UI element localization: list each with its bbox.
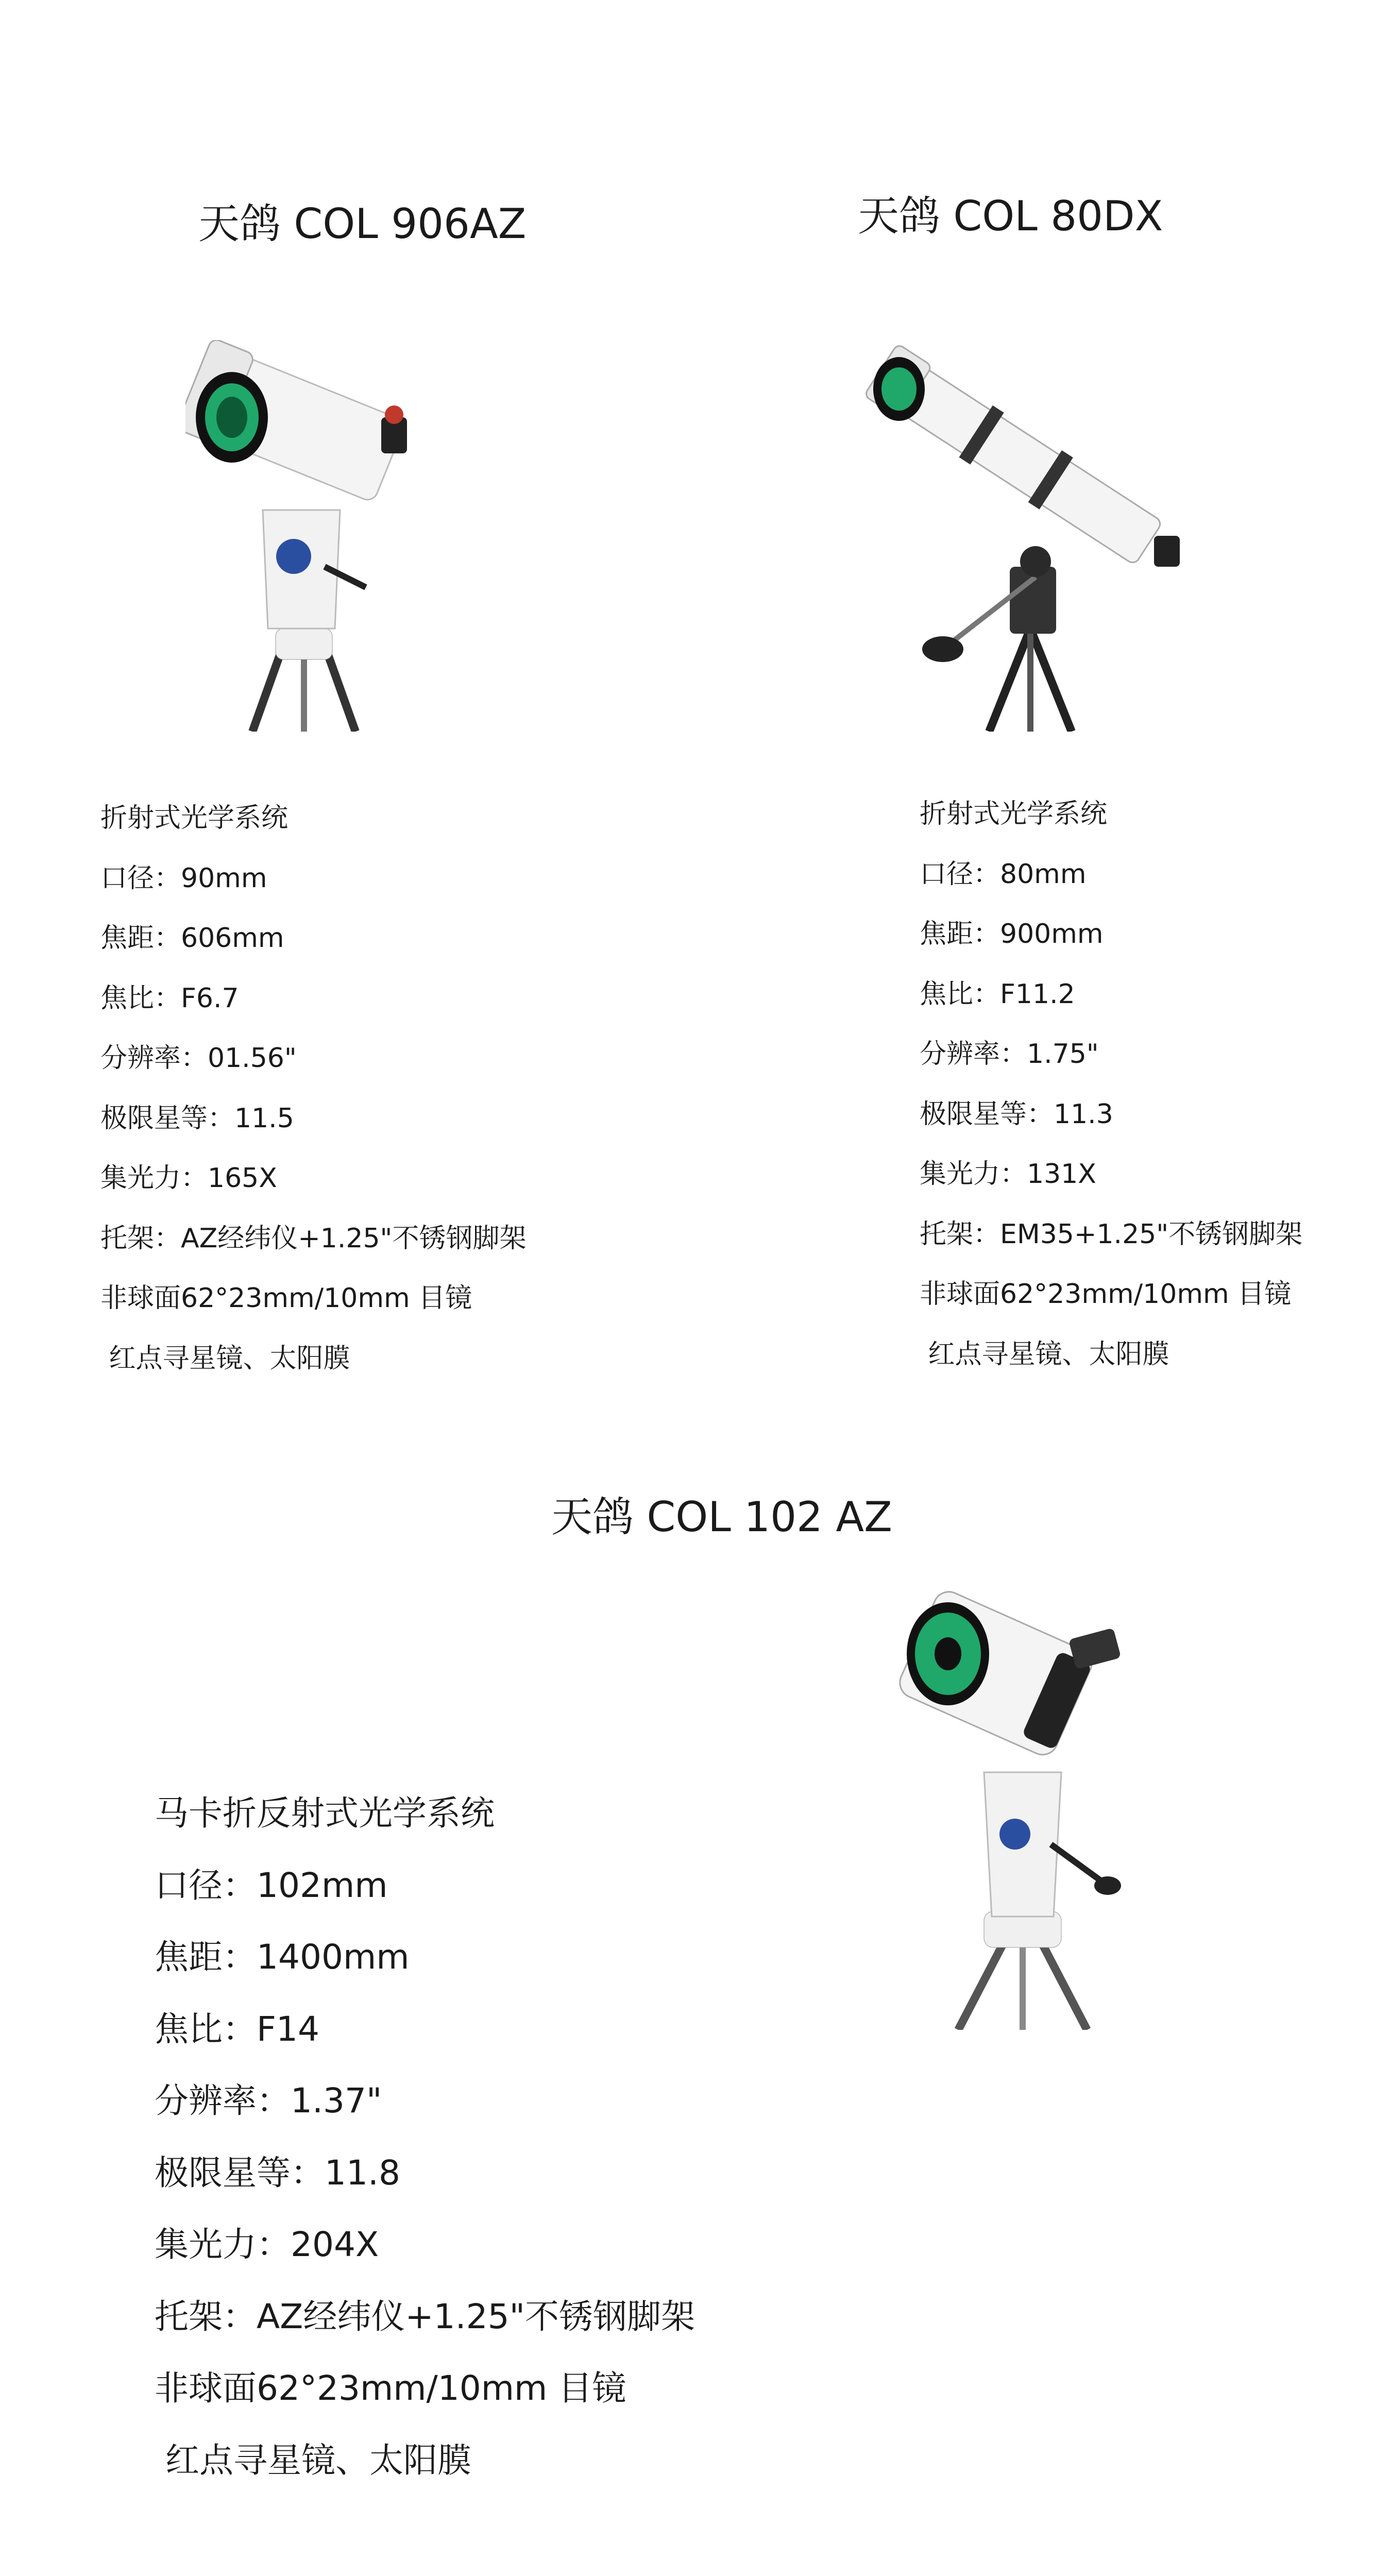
spec-item: 分辨率：1.37" [155, 2081, 382, 2121]
spec-list-80dx [920, 784, 1302, 1384]
telescope-80dx-image [866, 340, 1195, 732]
spec-item: 极限星等：11.3 [920, 1098, 1113, 1130]
spec-item: 焦比：F14 [155, 2009, 319, 2049]
spec-item: 红点寻星镜、太阳膜 [920, 1338, 1169, 1370]
spec-item: 口径：80mm [920, 858, 1087, 890]
spec-item: 集光力：165X [100, 1163, 277, 1194]
spec-item: 红点寻星镜、太阳膜 [155, 2440, 471, 2480]
spec-item: 集光力：131X [920, 1159, 1096, 1190]
product-title-80dx: 天鸽 COL 80DX [858, 192, 1163, 240]
spec-item: 马卡折反射式光学系统 [155, 1793, 495, 1833]
spec-item: 红点寻星镜、太阳膜 [100, 1343, 350, 1374]
product-title-102az: 天鸽 COL 102 AZ [551, 1493, 892, 1541]
spec-item: 焦距：1400mm [155, 1937, 410, 1977]
spec-item: 折射式光学系统 [100, 803, 289, 834]
spec-item: 极限星等：11.5 [100, 1103, 294, 1134]
spec-item: 非球面62°23mm/10mm 目镜 [155, 2368, 626, 2408]
spec-item: 分辨率：01.56" [100, 1043, 297, 1074]
telescope-906az-image [185, 340, 422, 732]
spec-item: 托架：EM35+1.25"不锈钢脚架 [920, 1218, 1303, 1250]
spec-item: 焦距：606mm [100, 923, 284, 954]
spec-list-102az [155, 1777, 695, 2496]
spec-item: 极限星等：11.8 [155, 2153, 400, 2193]
spec-item: 折射式光学系统 [920, 799, 1108, 829]
spec-item: 托架：AZ经纬仪+1.25"不锈钢脚架 [155, 2296, 695, 2336]
spec-item: 集光力：204X [155, 2225, 379, 2264]
telescope-102az-image [896, 1577, 1149, 2030]
spec-item: 非球面62°23mm/10mm 目镜 [100, 1283, 472, 1314]
spec-item: 焦距：900mm [920, 919, 1104, 950]
spec-item: 口径：102mm [155, 1865, 388, 1905]
spec-item: 焦比：F6.7 [100, 982, 239, 1014]
spec-item: 分辨率：1.75" [920, 1039, 1099, 1070]
spec-list-906az [100, 788, 526, 1388]
product-title-906az: 天鸽 COL 906AZ [198, 200, 527, 248]
spec-item: 非球面62°23mm/10mm 目镜 [920, 1279, 1292, 1310]
spec-item: 托架：AZ经纬仪+1.25"不锈钢脚架 [100, 1223, 527, 1254]
spec-item: 焦比：F11.2 [920, 978, 1075, 1010]
spec-item: 口径：90mm [100, 862, 267, 894]
